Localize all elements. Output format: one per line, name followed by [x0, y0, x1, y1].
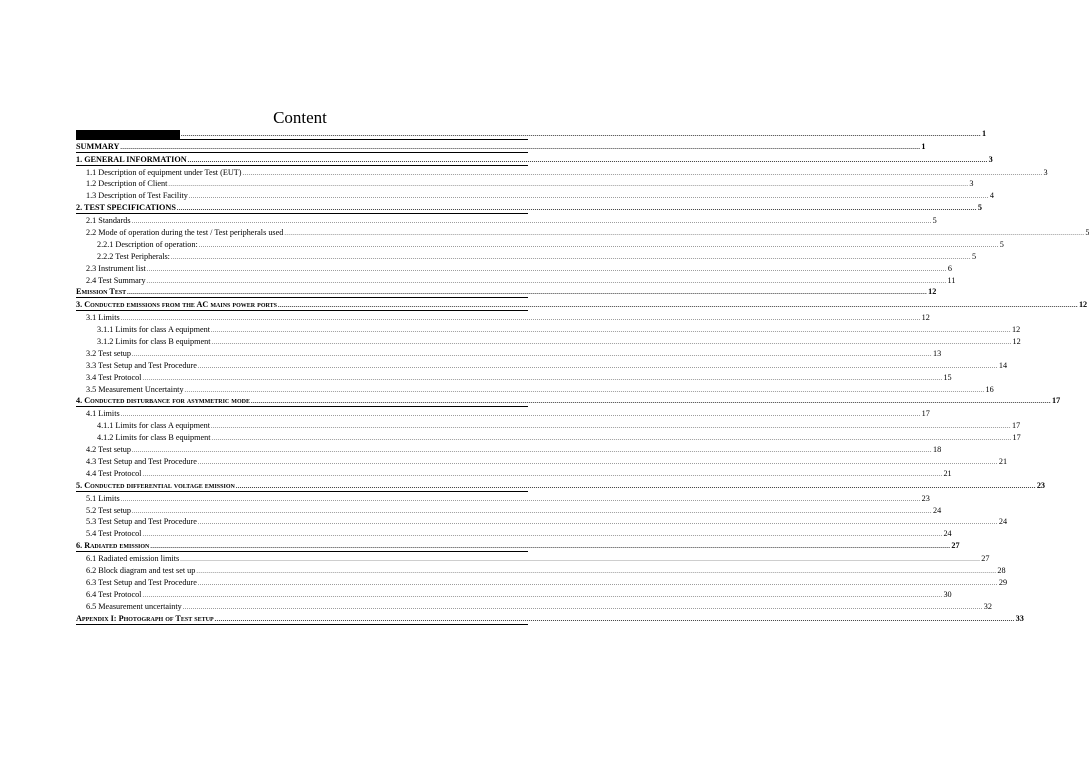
toc-entry-label: 3.1.2 Limits for class B equipment — [97, 337, 211, 347]
toc-entry-page: 27 — [981, 554, 990, 564]
toc-leader-dots: ................................................................................................................................................................................................................................................................................................................................................................................................................ — [188, 194, 989, 201]
toc-leader-dots: ................................................................................................................................................................................................................................................................................................................................................................................................................ — [197, 363, 998, 370]
toc-entry-page: 4 — [989, 191, 994, 201]
toc-entry-label: 2. TEST SPECIFICATIONS — [76, 203, 176, 213]
toc-entry-label: 3.5 Measurement Uncertainty — [86, 384, 184, 394]
toc-entry[interactable] — [76, 443, 942, 455]
toc-entry[interactable] — [76, 153, 993, 166]
toc-entry[interactable] — [76, 371, 952, 383]
toc-leader-dots: ................................................................................................................................................................................................................................................................................................................................................................................................................ — [168, 182, 969, 189]
toc-entry-page: 5 — [977, 203, 982, 213]
toc-entry-label: 4.3 Test Setup and Test Procedure — [86, 456, 197, 466]
toc-entry-label: 5.1 Limits — [86, 493, 120, 503]
toc-leader-dots: ................................................................................................................................................................................................................................................................................................................................................................................................................ — [132, 508, 932, 515]
toc-entry-label: 6.2 Block diagram and test set up — [86, 565, 196, 575]
toc-entry-page: 21 — [998, 456, 1008, 466]
toc-leader-dots: ................................................................................................................................................................................................................................................................................................................................................................................................................ — [146, 278, 947, 285]
toc-entry[interactable] — [76, 479, 1046, 492]
toc-entry-label: 5. Conducted differential voltage emission — [76, 480, 235, 490]
toc-entry-label: 6.5 Measurement uncertainty — [86, 601, 182, 611]
toc-entry[interactable] — [76, 395, 1061, 408]
toc-leader-dots: ................................................................................................................................................................................................................................................................................................................................................................................................................ — [184, 387, 985, 394]
toc-entry-page: 15 — [943, 372, 952, 382]
toc-entry[interactable] — [76, 274, 956, 286]
toc-entry[interactable] — [76, 576, 1008, 588]
toc-entry-page: 33 — [1015, 613, 1024, 623]
toc-entry[interactable] — [76, 238, 1004, 250]
toc-leader-dots: ................................................................................................................................................................................................................................................................................................................................................................................................................ — [142, 375, 943, 382]
toc-entry-label: 3.1 Limits — [86, 313, 120, 323]
toc-entry-page: 32 — [983, 601, 992, 611]
toc-leader-dots: ................................................................................................................................................................................................................................................................................................................................................................................................................ — [211, 340, 1012, 347]
toc-entry-page: 29 — [998, 577, 1008, 587]
toc-entry-page: 5 — [971, 251, 977, 261]
toc-entry-page: 23 — [921, 493, 930, 503]
toc-entry-label: 2.3 Instrument list — [86, 263, 146, 273]
toc-entry-label: 6.3 Test Setup and Test Procedure — [86, 577, 197, 587]
toc-entry-page: 1 — [921, 141, 926, 151]
toc-entry-page: 30 — [943, 589, 952, 599]
toc-entry-page: 14 — [998, 360, 1008, 370]
toc-entry-page: 3 — [1043, 167, 1048, 177]
toc-entry-page: 21 — [943, 468, 952, 478]
toc-leader-dots: ................................................................................................................................................................................................................................................................................................................................................................................................................ — [197, 580, 998, 587]
toc-leader-dots: ................................................................................................................................................................................................................................................................................................................................................................................................................ — [187, 157, 988, 164]
toc-entry-label: 4.2 Test setup — [86, 445, 131, 455]
toc-leader-dots: ................................................................................................................................................................................................................................................................................................................................................................................................................ — [142, 471, 943, 478]
toc-entry[interactable] — [76, 359, 1008, 371]
toc-entry-label: 4.1 Limits — [86, 409, 120, 419]
toc-leader-dots: ................................................................................................................................................................................................................................................................................................................................................................................................................ — [197, 520, 998, 527]
toc-entry-label: 2.2.1 Description of operation: — [97, 239, 198, 249]
toc-leader-dots: ................................................................................................................................................................................................................................................................................................................................................................................................................ — [176, 206, 977, 213]
toc-entry-page: 12 — [1012, 325, 1021, 335]
toc-entry-page: 12 — [1012, 337, 1021, 347]
toc-entry-page: 16 — [985, 384, 994, 394]
toc-entry-page: 27 — [951, 541, 960, 551]
toc-entry[interactable] — [76, 419, 1021, 431]
toc-entry-label: 3.4 Test Protocol — [86, 372, 142, 382]
toc-entry-page: 12 — [928, 287, 937, 297]
toc-entry[interactable] — [76, 298, 1088, 311]
toc-leader-dots: ................................................................................................................................................................................................................................................................................................................................................................................................................ — [120, 144, 921, 151]
toc-entry[interactable] — [76, 407, 930, 419]
toc-leader-dots: ................................................................................................................................................................................................................................................................................................................................................................................................................ — [182, 604, 983, 611]
toc-entry-page: 17 — [1051, 396, 1061, 406]
toc-entry-label: Emission Test — [76, 287, 127, 297]
toc-entry[interactable] — [76, 612, 1024, 625]
toc-entry-redacted[interactable] — [76, 127, 987, 140]
toc-entry[interactable] — [76, 383, 994, 395]
toc-entry-page: 5 — [1085, 228, 1089, 238]
toc-entry-label: 1.1 Description of equipment under Test (EUT) — [86, 167, 242, 177]
toc-leader-dots: ................................................................................................................................................................................................................................................................................................................................................................................................................ — [211, 424, 1012, 431]
toc-entry[interactable] — [76, 262, 952, 274]
toc-entry[interactable] — [76, 539, 960, 552]
toc-entry-label: Appendix I: Photograph of Test setup — [76, 613, 214, 623]
toc-leader-dots: ................................................................................................................................................................................................................................................................................................................................................................................................................ — [235, 483, 1036, 490]
toc-entry-label: 1. GENERAL INFORMATION — [76, 154, 187, 164]
toc-entry[interactable] — [76, 588, 952, 600]
toc-leader-dots: ................................................................................................................................................................................................................................................................................................................................................................................................................ — [181, 131, 981, 138]
toc-entry[interactable] — [76, 516, 1008, 528]
toc-entry-label: 1.3 Description of Test Facility — [86, 191, 188, 201]
toc-leader-dots: ................................................................................................................................................................................................................................................................................................................................................................................................................ — [277, 303, 1078, 310]
toc-entry-label: 6. Radiated emission — [76, 541, 150, 551]
toc-entry-label: 5.2 Test setup — [86, 505, 131, 515]
toc-entry[interactable] — [76, 347, 942, 359]
toc-entry[interactable] — [76, 140, 926, 153]
toc-leader-dots: ................................................................................................................................................................................................................................................................................................................................................................................................................ — [180, 557, 981, 564]
toc-entry[interactable] — [76, 323, 1021, 335]
toc-leader-dots: ................................................................................................................................................................................................................................................................................................................................................................................................................ — [142, 532, 943, 539]
toc-leader-dots: ................................................................................................................................................................................................................................................................................................................................................................................................................ — [197, 459, 998, 466]
toc-entry[interactable] — [76, 504, 942, 516]
table-of-contents — [76, 127, 1089, 625]
toc-entry-page: 1 — [982, 128, 987, 138]
toc-leader-dots: ................................................................................................................................................................................................................................................................................................................................................................................................................ — [150, 544, 951, 551]
toc-leader-dots: ................................................................................................................................................................................................................................................................................................................................................................................................................ — [284, 231, 1085, 238]
toc-entry[interactable] — [76, 335, 1021, 347]
toc-leader-dots: ................................................................................................................................................................................................................................................................................................................................................................................................................ — [198, 242, 999, 249]
toc-entry-page: 28 — [997, 565, 1006, 575]
toc-entry[interactable] — [76, 189, 994, 201]
toc-entry-label: 3.2 Test setup — [86, 348, 131, 358]
toc-entry[interactable] — [76, 527, 952, 539]
toc-leader-dots: ................................................................................................................................................................................................................................................................................................................................................................................................................ — [242, 170, 1043, 177]
toc-entry-page: 13 — [933, 348, 942, 358]
toc-entry-page: 18 — [933, 445, 942, 455]
toc-leader-dots: ................................................................................................................................................................................................................................................................................................................................................................................................................ — [132, 351, 932, 358]
toc-entry-label: 2.1 Standards — [86, 216, 131, 226]
toc-entry-label: 2.2 Mode of operation during the test / Test peripherals used — [86, 228, 284, 238]
toc-entry[interactable] — [76, 226, 1089, 238]
toc-entry-label: 6.4 Test Protocol — [86, 589, 142, 599]
toc-leader-dots: ................................................................................................................................................................................................................................................................................................................................................................................................................ — [214, 616, 1015, 623]
toc-entry[interactable] — [76, 431, 1021, 443]
toc-entry-page: 11 — [947, 275, 956, 285]
toc-entry-label: 1.2 Description of Client — [86, 179, 168, 189]
toc-entry-page: 17 — [1012, 433, 1021, 443]
toc-entry-label: 4. Conducted disturbance for asymmetric mode — [76, 396, 250, 406]
toc-entry-page: 17 — [921, 409, 930, 419]
redaction-bar — [76, 130, 180, 139]
toc-entry-page: 12 — [1078, 300, 1088, 310]
toc-entry[interactable] — [76, 455, 1008, 467]
toc-entry-label: 4.1.2 Limits for class B equipment — [97, 433, 211, 443]
toc-entry-label: 5.3 Test Setup and Test Procedure — [86, 517, 197, 527]
toc-entry-page: 24 — [943, 529, 952, 539]
toc-entry[interactable] — [76, 201, 982, 214]
toc-entry-page: 6 — [947, 263, 952, 273]
toc-entry-label: 4.1.1 Limits for class A equipment — [97, 421, 211, 431]
toc-leader-dots: ................................................................................................................................................................................................................................................................................................................................................................................................................ — [120, 496, 921, 503]
toc-entry-label: 4.4 Test Protocol — [86, 468, 142, 478]
toc-leader-dots: ................................................................................................................................................................................................................................................................................................................................................................................................................ — [142, 592, 943, 599]
toc-leader-dots: ................................................................................................................................................................................................................................................................................................................................................................................................................ — [250, 399, 1051, 406]
toc-entry-page: 24 — [933, 505, 942, 515]
toc-entry-page: 3 — [988, 154, 993, 164]
toc-entry-page: 17 — [1012, 421, 1021, 431]
toc-entry[interactable] — [76, 286, 937, 299]
toc-entry-label: 5.4 Test Protocol — [86, 529, 142, 539]
toc-entry[interactable] — [76, 564, 1006, 576]
toc-entry[interactable] — [76, 166, 1048, 178]
toc-leader-dots: ................................................................................................................................................................................................................................................................................................................................................................................................................ — [120, 412, 921, 419]
toc-entry[interactable] — [76, 492, 930, 504]
toc-leader-dots: ................................................................................................................................................................................................................................................................................................................................................................................................................ — [132, 448, 932, 455]
toc-leader-dots: ................................................................................................................................................................................................................................................................................................................................................................................................................ — [120, 316, 921, 323]
toc-entry-label: SUMMARY — [76, 141, 120, 151]
toc-entry-label: 3. Conducted emissions from the AC mains power ports — [76, 300, 277, 310]
toc-leader-dots: ................................................................................................................................................................................................................................................................................................................................................................................................................ — [196, 568, 997, 575]
toc-leader-dots: ................................................................................................................................................................................................................................................................................................................................................................................................................ — [146, 266, 947, 273]
toc-entry[interactable] — [76, 250, 977, 262]
toc-leader-dots: ................................................................................................................................................................................................................................................................................................................................................................................................................ — [131, 219, 932, 226]
toc-entry-page: 12 — [921, 313, 930, 323]
toc-entry-page: 23 — [1036, 480, 1046, 490]
toc-entry[interactable] — [76, 214, 937, 226]
toc-leader-dots: ................................................................................................................................................................................................................................................................................................................................................................................................................ — [127, 290, 928, 297]
toc-entry[interactable] — [76, 600, 992, 612]
toc-entry-page: 24 — [998, 517, 1008, 527]
toc-leader-dots: ................................................................................................................................................................................................................................................................................................................................................................................................................ — [211, 328, 1012, 335]
toc-entry-page: 3 — [969, 179, 974, 189]
toc-entry-label: 6.1 Radiated emission limits — [86, 554, 180, 564]
toc-entry-label: 2.4 Test Summary — [86, 275, 146, 285]
toc-entry-page: 5 — [999, 239, 1004, 249]
toc-entry[interactable] — [76, 552, 990, 564]
toc-entry-label: 3.3 Test Setup and Test Procedure — [86, 360, 197, 370]
toc-leader-dots: ................................................................................................................................................................................................................................................................................................................................................................................................................ — [170, 254, 971, 261]
toc-entry[interactable] — [76, 467, 952, 479]
toc-entry[interactable] — [76, 178, 974, 190]
toc-entry[interactable] — [76, 311, 930, 323]
toc-entry-label: 3.1.1 Limits for class A equipment — [97, 325, 211, 335]
toc-leader-dots: ................................................................................................................................................................................................................................................................................................................................................................................................................ — [211, 436, 1012, 443]
toc-entry-page: 5 — [932, 216, 937, 226]
toc-entry-label: 2.2.2 Test Peripherals: — [97, 251, 170, 261]
page-title: Content — [273, 108, 327, 127]
